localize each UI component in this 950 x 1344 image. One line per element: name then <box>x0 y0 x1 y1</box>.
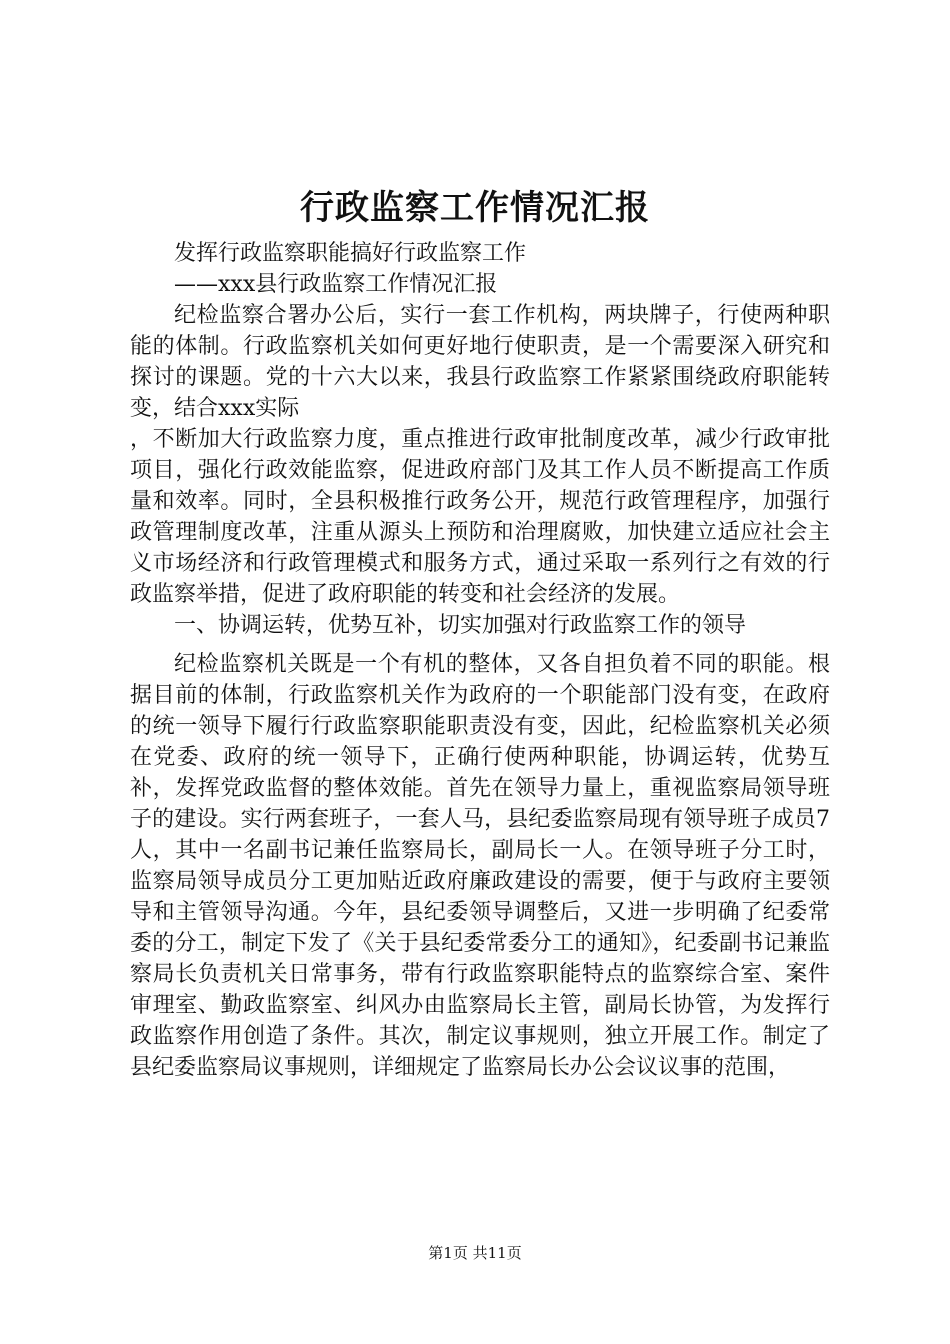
section-heading-1: 一、协调运转，优势互补，切实加强对行政监察工作的领导 <box>174 613 747 638</box>
paragraph-continuation: ，不断加大行政监察力度，重点推进行政审批制度改革，减少行政审批项目，强化行政效能监察，促进政府部门及其工作人员不断提高工作质量和效率。同时，全县积极推行政务公开，规范行政管理程序，加强行政管理制度改革，注重从源头上预防和治理腐败，加快建立适应社会主义市场经济和行政管理模式和服务方式，通过采取一系列行之有效的行政监察举措，促进了政府职能的转变和社会经济的发展。 <box>130 427 830 607</box>
document-title: 行政监察工作情况汇报 <box>300 188 650 228</box>
paragraph-gap <box>130 641 830 649</box>
paragraph-intro: 纪检监察合署办公后，实行一套工作机构，两块牌子，行使两种职能的体制。行政监察机关如何更好地行使职责，是一个需要深入研究和探讨的课题。党的十六大以来，我县行政监察工作紧紧围绕政府职能转变，结合xxx实际 <box>130 303 830 421</box>
page-footer: 第1页 共11页 <box>428 1244 522 1262</box>
document-body <box>130 238 830 1083</box>
subtitle-line: 发挥行政监察职能搞好行政监察工作 <box>174 241 527 266</box>
paragraph-section-1: 纪检监察机关既是一个有机的整体，又各自担负着不同的职能。根据目前的体制，行政监察机关作为政府的一个职能部门没有变，在政府的统一领导下履行行政监察职能职责没有变，因此，纪检监察机关必须在党委、政府的统一领导下，正确行使两种职能，协调运转，优势互补，发挥党政监督的整体效能。首先在领导力量上，重视监察局领导班子的建设。实行两套班子，一套人马，县纪委监察局现有领导班子成员7人，其中一名副书记兼任监察局长，副局长一人。在领导班子分工时，监察局领导成员分工更加贴近政府廉政建设的需要，便于与政府主要领导和主管领导沟通。今年，县纪委领导调整后，又进一步明确了纪委常委的分工，制定下发了《关于县纪委常委分工的通知》，纪委副书记兼监察局长负责机关日常事务，带有行政监察职能特点的监察综合室、案件审理室、勤政监察室、纠风办由监察局长主管，副局长协管，为发挥行政监察作用创造了条件。其次，制定议事规则，独立开展工作。制定了县纪委监察局议事规则，详细规定了监察局长办公会议议事的范围， <box>130 652 830 1080</box>
subtitle-dash-line: ——xxx县行政监察工作情况汇报 <box>174 272 498 297</box>
